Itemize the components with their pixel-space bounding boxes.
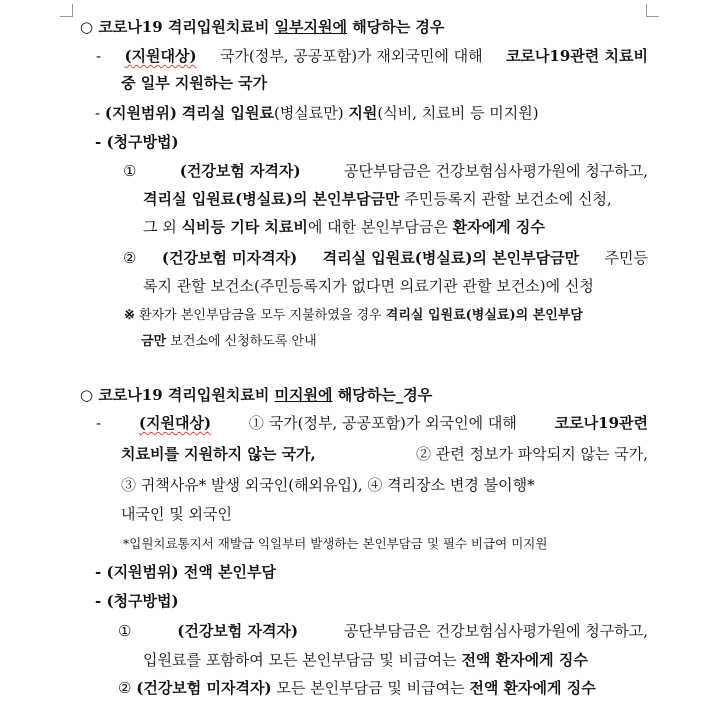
section2-target-line2: 치료비를 지원하지 않는 국가, ② 관련 정보가 파악되지 않는 국가, xyxy=(121,445,648,463)
bullet-icon: ○ xyxy=(80,18,94,36)
section1-method-item2-line2: 록지 관할 보건소(주민등록지가 없다면 의료기관 관할 보건소)에 신청 xyxy=(143,277,594,295)
section2-method-label: - (청구방법) xyxy=(95,592,179,610)
section2-heading: ○ 코로나19 격리입원치료비 미지원에 해당하는_경우 xyxy=(80,386,433,404)
section2-target-footnote: *입원치료통지서 재발급 익일부터 발생하는 본인부담금 및 필수 비급여 미지원 xyxy=(123,536,548,551)
section1-note-line1: ※ 환자가 본인부담금을 모두 지불하였을 경우 격리실 입원료(병실료)의 본인부담 xyxy=(124,308,583,323)
section1-note-line2: 금만 보건소에 신청하도록 안내 xyxy=(141,334,317,349)
section1-scope: - (지원범위) 격리실 입원료(병실료만) 지원(식비, 치료비 등 미지원) xyxy=(95,104,539,122)
section1-method-item1-line1: ① (건강보험 자격자) 공단부담금은 건강보험심사평가원에 청구하고, xyxy=(123,162,648,180)
section1-method-item1-line3: 그 외 식비등 기타 치료비에 대한 본인부담금은 환자에게 징수 xyxy=(143,218,545,236)
section2-scope: - (지원범위) 전액 본인부담 xyxy=(95,563,277,581)
section2-method-item1-line1: ① (건강보험 자격자) 공단부담금은 건강보험심사평가원에 청구하고, xyxy=(118,622,648,640)
bullet-icon: ○ xyxy=(80,386,94,404)
section1-method-item2-line1: ② (건강보험 미자격자) 격리실 입원료(병실료)의 본인부담금만 주민등 xyxy=(123,249,648,267)
section2-target-line3: ③ 귀책사유* 발생 외국인(해외유입), ④ 격리장소 변경 불이행* xyxy=(121,476,535,494)
section2-method-item1-line2: 입원료를 포함하여 모든 본인부담금 및 비급여는 전액 환자에게 징수 xyxy=(143,651,588,669)
section1-target-line1: - (지원대상) 국가(정부, 공공포함)가 재외국민에 대해 코로나19관련 치료비 xyxy=(96,47,648,65)
page-corner-mark-right xyxy=(646,4,659,17)
section2-method-item2: ② (건강보험 미자격자) 모든 본인부담금 및 비급여는 전액 환자에게 징수 xyxy=(118,679,596,697)
section1-target-line2: 중 일부 지원하는 국가 xyxy=(121,74,268,92)
section1-method-item1-line2: 격리실 입원료(병실료)의 본인부담금만 주민등록지 관할 보건소에 신청, xyxy=(143,190,612,208)
section1-method-label: - (청구방법) xyxy=(95,133,179,151)
section2-target-line1: - (지원대상) ① 국가(정부, 공공포함)가 외국인에 대해 코로나19관련 xyxy=(96,414,648,432)
section1-heading: ○ 코로나19 격리입원치료비 일부지원에 해당하는 경우 xyxy=(80,18,445,36)
section2-target-line4: 내국인 및 외국인 xyxy=(121,505,232,523)
note-mark-icon: ※ xyxy=(124,308,135,323)
page-corner-mark-left xyxy=(60,4,73,17)
